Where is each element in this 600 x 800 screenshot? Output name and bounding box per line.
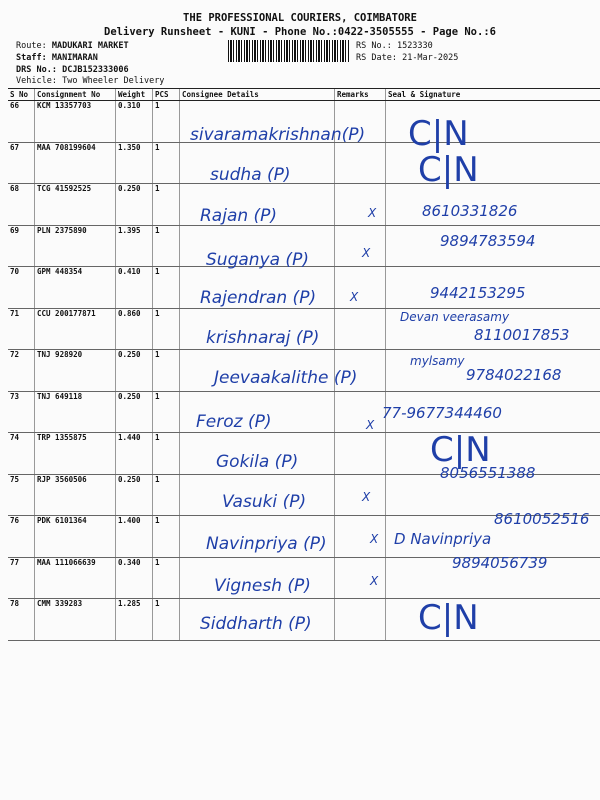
- cell-pcs: 1: [153, 308, 180, 350]
- cell-consignee: [180, 599, 335, 641]
- barcode-image: [228, 40, 350, 62]
- staff-line: [16, 52, 98, 64]
- signature-cn: C|N: [408, 114, 469, 154]
- cell-pcs: 1: [153, 350, 180, 392]
- col-signature: Seal & Signature: [386, 89, 600, 101]
- route-value: MADUKARI MARKET: [51, 41, 129, 51]
- cell-sno: 74: [8, 433, 35, 475]
- cell-sno: 67: [8, 142, 35, 184]
- signature-phone: 8056551388: [440, 464, 536, 482]
- cell-consignee: [180, 184, 335, 226]
- signature-name: Rajendran (P): [200, 288, 317, 308]
- cell-weight: 0.250: [116, 474, 153, 516]
- signature-mark: X: [370, 532, 379, 546]
- cell-pcs: 1: [153, 225, 180, 267]
- cell-pcs: 1: [153, 101, 180, 143]
- signature-name: Vignesh (P): [214, 576, 311, 596]
- cell-pcs: 1: [153, 391, 180, 433]
- table-row: [8, 350, 600, 392]
- signature-name: Gokila (P): [216, 452, 299, 472]
- signature-mark: X: [362, 490, 371, 504]
- runsheet-subtitle: Delivery Runsheet - KUNI - Phone No.:0422-3505555 - Page No.:6: [104, 26, 496, 38]
- signature-mark: X: [350, 290, 359, 304]
- rs-no-line: [356, 40, 433, 52]
- company-title: THE PROFESSIONAL COURIERS, COIMBATORE: [183, 12, 417, 24]
- table-row: [8, 474, 600, 516]
- cell-remarks: [335, 474, 386, 516]
- cell-consignment: PDK 6101364: [35, 516, 116, 558]
- signature-cn: C|N: [418, 150, 479, 190]
- cell-sno: 78: [8, 599, 35, 641]
- table-row: [8, 225, 600, 267]
- cell-signature: [386, 225, 600, 267]
- signature-name: Rajan (P): [200, 206, 278, 226]
- cell-remarks: [335, 350, 386, 392]
- col-consignee: Consignee Details: [180, 89, 335, 101]
- cell-weight: 1.395: [116, 225, 153, 267]
- signature-phone: 9894056739: [452, 554, 548, 572]
- cell-consignment: MAA 708199604: [35, 142, 116, 184]
- cell-signature: [386, 184, 600, 226]
- staff-label: Staff:: [16, 53, 47, 63]
- vehicle-value: Two Wheeler Delivery: [62, 76, 165, 86]
- runsheet-table: [8, 88, 600, 641]
- table-row: [8, 433, 600, 475]
- cell-consignment: TNJ 649118: [35, 391, 116, 433]
- col-consignment: Consignment No: [35, 89, 116, 101]
- cell-consignee: [180, 350, 335, 392]
- signature-phone: 77-9677344460: [382, 404, 502, 422]
- cell-pcs: 1: [153, 433, 180, 475]
- drs-label: DRS No.:: [16, 65, 57, 75]
- cell-pcs: 1: [153, 516, 180, 558]
- table-row: [8, 516, 600, 558]
- signature-receiver: D Navinpriya: [394, 530, 492, 548]
- cell-consignee: [180, 101, 335, 143]
- route-line: [16, 40, 129, 52]
- rs-no-value: 1523330: [396, 41, 433, 51]
- rs-date-line: [356, 52, 458, 64]
- cell-sno: 75: [8, 474, 35, 516]
- cell-remarks: [335, 101, 386, 143]
- cell-remarks: [335, 225, 386, 267]
- cell-remarks: [335, 433, 386, 475]
- cell-weight: 1.285: [116, 599, 153, 641]
- table-row: [8, 267, 600, 309]
- signature-name: Navinpriya (P): [206, 534, 327, 554]
- cell-consignment: PLN 2375890: [35, 225, 116, 267]
- vehicle-line: [16, 75, 164, 87]
- cell-pcs: 1: [153, 142, 180, 184]
- cell-weight: 0.250: [116, 184, 153, 226]
- table-row: [8, 557, 600, 599]
- cell-weight: 0.340: [116, 557, 153, 599]
- cell-weight: 1.400: [116, 516, 153, 558]
- cell-sno: 71: [8, 308, 35, 350]
- cell-consignment: MAA 111066639: [35, 557, 116, 599]
- cell-weight: 0.410: [116, 267, 153, 309]
- cell-consignment: TNJ 928920: [35, 350, 116, 392]
- table-row: [8, 599, 600, 641]
- signature-name: sivaramakrishnan(P): [190, 125, 366, 145]
- cell-consignee: [180, 433, 335, 475]
- rs-date-value: 21-Mar-2025: [402, 53, 459, 63]
- cell-sno: 70: [8, 267, 35, 309]
- signature-name: Vasuki (P): [222, 492, 307, 512]
- cell-consignee: [180, 142, 335, 184]
- cell-weight: 0.860: [116, 308, 153, 350]
- cell-remarks: [335, 142, 386, 184]
- cell-consignee: [180, 474, 335, 516]
- table-row: [8, 184, 600, 226]
- signature-mark: X: [368, 206, 377, 220]
- cell-consignment: RJP 3560506: [35, 474, 116, 516]
- cell-pcs: 1: [153, 267, 180, 309]
- signature-name: Siddharth (P): [200, 614, 312, 634]
- cell-remarks: [335, 184, 386, 226]
- cell-weight: 1.350: [116, 142, 153, 184]
- table-row: [8, 308, 600, 350]
- signature-phone: 8110017853: [474, 326, 570, 344]
- signature-phone: 9784022168: [466, 366, 562, 384]
- cell-consignment: KCM 13357703: [35, 101, 116, 143]
- signature-phone: 9894783594: [440, 232, 536, 250]
- cell-consignee: [180, 225, 335, 267]
- signature-name: Jeevaakalithe (P): [214, 368, 358, 388]
- cell-sno: 72: [8, 350, 35, 392]
- cell-signature: [386, 350, 600, 392]
- cell-weight: 1.440: [116, 433, 153, 475]
- cell-remarks: [335, 267, 386, 309]
- cell-pcs: 1: [153, 557, 180, 599]
- cell-signature: [386, 308, 600, 350]
- cell-remarks: [335, 557, 386, 599]
- cell-sno: 66: [8, 101, 35, 143]
- table-row: [8, 101, 600, 143]
- cell-sno: 77: [8, 557, 35, 599]
- cell-consignment: TCG 41592525: [35, 184, 116, 226]
- cell-signature: [386, 474, 600, 516]
- signature-phone: 8610052516: [494, 510, 590, 528]
- cell-consignment: CMM 339283: [35, 599, 116, 641]
- signature-mark: X: [370, 574, 379, 588]
- cell-signature: [386, 142, 600, 184]
- col-remarks: Remarks: [335, 89, 386, 101]
- col-sno: S No: [8, 89, 35, 101]
- signature-name: Suganya (P): [206, 250, 309, 270]
- signature-name: sudha (P): [210, 165, 291, 185]
- table-header-row: [8, 89, 600, 101]
- cell-sno: 76: [8, 516, 35, 558]
- signature-phone: 8610331826: [422, 202, 518, 220]
- cell-weight: 0.250: [116, 391, 153, 433]
- signature-phone: 9442153295: [430, 284, 526, 302]
- signature-receiver: Devan veerasamy: [400, 310, 510, 324]
- cell-signature: [386, 433, 600, 475]
- cell-sno: 73: [8, 391, 35, 433]
- cell-remarks: [335, 599, 386, 641]
- cell-pcs: 1: [153, 184, 180, 226]
- cell-consignee: [180, 557, 335, 599]
- drs-value: DCJB152333006: [62, 65, 129, 75]
- cell-signature: [386, 557, 600, 599]
- signature-name: Feroz (P): [196, 412, 272, 432]
- cell-remarks: [335, 308, 386, 350]
- cell-consignee: [180, 516, 335, 558]
- signature-cn: C|N: [430, 430, 491, 470]
- cell-consignee: [180, 308, 335, 350]
- cell-signature: [386, 516, 600, 558]
- route-label: Route:: [16, 41, 47, 51]
- signature-cn: C|N: [418, 598, 479, 638]
- cell-consignee: [180, 267, 335, 309]
- signature-name: krishnaraj (P): [206, 328, 320, 348]
- cell-weight: 0.310: [116, 101, 153, 143]
- col-pcs: PCS: [153, 89, 180, 101]
- table-row: [8, 391, 600, 433]
- cell-signature: [386, 267, 600, 309]
- vehicle-label: Vehicle:: [16, 76, 57, 86]
- signature-receiver: mylsamy: [410, 354, 465, 368]
- cell-signature: [386, 599, 600, 641]
- cell-weight: 0.250: [116, 350, 153, 392]
- cell-signature: [386, 101, 600, 143]
- cell-consignment: CCU 200177871: [35, 308, 116, 350]
- rs-date-label: RS Date:: [356, 53, 397, 63]
- cell-sno: 68: [8, 184, 35, 226]
- cell-signature: [386, 391, 600, 433]
- cell-sno: 69: [8, 225, 35, 267]
- cell-remarks: [335, 391, 386, 433]
- signature-mark: X: [366, 418, 375, 432]
- cell-pcs: 1: [153, 474, 180, 516]
- table-row: [8, 142, 600, 184]
- staff-value: MANIMARAN: [51, 53, 98, 63]
- rs-no-label: RS No.:: [356, 41, 392, 51]
- cell-consignment: GPM 448354: [35, 267, 116, 309]
- cell-consignment: TRP 1355875: [35, 433, 116, 475]
- cell-pcs: 1: [153, 599, 180, 641]
- signature-mark: X: [362, 246, 371, 260]
- col-weight: Weight: [116, 89, 153, 101]
- cell-consignee: [180, 391, 335, 433]
- cell-remarks: [335, 516, 386, 558]
